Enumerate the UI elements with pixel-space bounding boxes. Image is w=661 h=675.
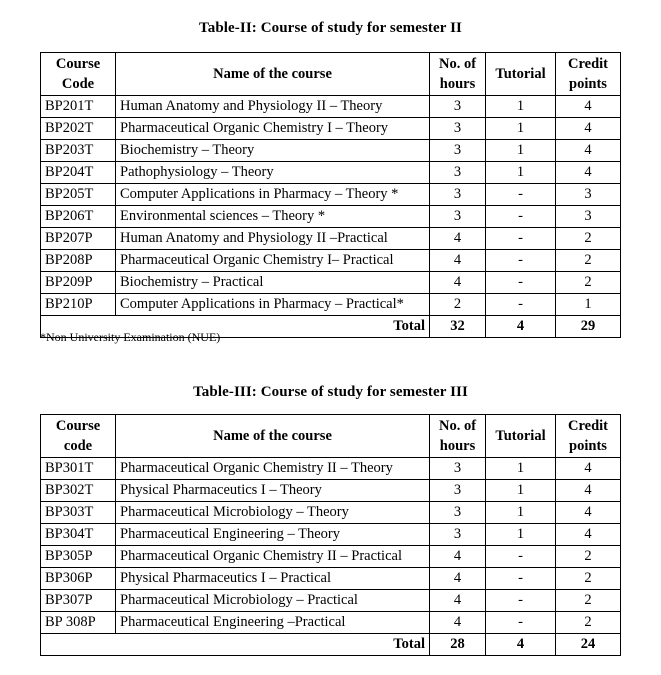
table-row: [41, 228, 621, 250]
table-row: [41, 250, 621, 272]
header-credit-line-2: points: [569, 438, 607, 454]
tutorial-cell: 1: [486, 480, 556, 502]
table-row: [41, 480, 621, 502]
course-code-cell: BP210P: [41, 294, 116, 316]
total-tutorial: 4: [486, 634, 556, 656]
course-code-cell: BP303T: [41, 502, 116, 524]
header-credit-line-1: Credit: [567, 418, 608, 434]
table-2-title: Table-II: Course of study for semester II: [199, 20, 462, 36]
header-hours-line-2: hours: [439, 438, 476, 454]
table-row: [41, 162, 621, 184]
hours-cell: 4: [430, 228, 486, 250]
tutorial-cell: -: [486, 568, 556, 590]
course-name-cell: Human Anatomy and Physiology II –Practical: [116, 228, 430, 250]
header-code-line-1: Course: [55, 56, 101, 72]
total-credit: 29: [556, 316, 621, 338]
total-label: Total: [41, 634, 430, 656]
credit-cell: 2: [556, 272, 621, 294]
footnote: *Non University Examination (NUE): [40, 330, 221, 344]
course-code-cell: BP304T: [41, 524, 116, 546]
header-credit-line-2: points: [569, 76, 607, 92]
course-code-cell: BP301T: [41, 458, 116, 480]
hours-cell: 3: [430, 96, 486, 118]
total-tutorial: 4: [486, 316, 556, 338]
credit-cell: 2: [556, 590, 621, 612]
table-row: [41, 524, 621, 546]
table-row: [41, 206, 621, 228]
table-header-row: [41, 415, 621, 458]
course-name-cell: Biochemistry – Practical: [116, 272, 430, 294]
tutorial-cell: -: [486, 272, 556, 294]
course-name-cell: Pharmaceutical Microbiology – Practical: [116, 590, 430, 612]
course-code-cell: BP302T: [41, 480, 116, 502]
course-code-cell: BP201T: [41, 96, 116, 118]
course-code-cell: BP203T: [41, 140, 116, 162]
course-name-cell: Pharmaceutical Organic Chemistry I– Practical: [116, 250, 430, 272]
hours-cell: 4: [430, 568, 486, 590]
credit-cell: 3: [556, 184, 621, 206]
credit-cell: 4: [556, 118, 621, 140]
course-code-cell: BP307P: [41, 590, 116, 612]
course-name-cell: Pharmaceutical Microbiology – Theory: [116, 502, 430, 524]
hours-cell: 4: [430, 590, 486, 612]
credit-cell: 4: [556, 458, 621, 480]
tutorial-cell: -: [486, 590, 556, 612]
credit-cell: 2: [556, 568, 621, 590]
tutorial-cell: -: [486, 228, 556, 250]
total-row: [41, 634, 621, 656]
table-row: [41, 294, 621, 316]
semester-2-course-table: [40, 52, 621, 338]
course-name-cell: Biochemistry – Theory: [116, 140, 430, 162]
hours-cell: 3: [430, 118, 486, 140]
table-row: [41, 568, 621, 590]
course-code-cell: BP209P: [41, 272, 116, 294]
credit-cell: 4: [556, 96, 621, 118]
table-row: [41, 272, 621, 294]
hours-cell: 4: [430, 546, 486, 568]
tutorial-cell: -: [486, 612, 556, 634]
course-name-cell: Physical Pharmaceutics I – Practical: [116, 568, 430, 590]
header-code-line-2: Code: [61, 76, 95, 92]
course-code-cell: BP207P: [41, 228, 116, 250]
course-name-cell: Computer Applications in Pharmacy – Practical*: [116, 294, 430, 316]
tutorial-cell: -: [486, 184, 556, 206]
table-row: [41, 590, 621, 612]
course-code-cell: BP306P: [41, 568, 116, 590]
header-course-code: [41, 53, 116, 96]
course-name-cell: Pharmaceutical Organic Chemistry II – Theory: [116, 458, 430, 480]
hours-cell: 4: [430, 250, 486, 272]
course-code-cell: BP206T: [41, 206, 116, 228]
header-code-line-2: code: [63, 438, 93, 454]
tutorial-cell: 1: [486, 502, 556, 524]
tutorial-cell: 1: [486, 140, 556, 162]
header-hours-line-1: No. of: [438, 418, 477, 434]
credit-cell: 4: [556, 480, 621, 502]
course-code-cell: BP 308P: [41, 612, 116, 634]
credit-cell: 2: [556, 250, 621, 272]
table-row: [41, 546, 621, 568]
credit-cell: 2: [556, 612, 621, 634]
tutorial-cell: -: [486, 206, 556, 228]
hours-cell: 3: [430, 524, 486, 546]
table-header-row: [41, 53, 621, 96]
header-course-code: [41, 415, 116, 458]
header-hours-line-2: hours: [439, 76, 476, 92]
total-label: Total: [41, 316, 430, 338]
header-code-line-1: Course: [55, 418, 101, 434]
course-code-cell: BP305P: [41, 546, 116, 568]
header-credit: [556, 53, 621, 96]
credit-cell: 3: [556, 206, 621, 228]
table-row: [41, 502, 621, 524]
total-hours: 28: [430, 634, 486, 656]
hours-cell: 3: [430, 206, 486, 228]
course-name-cell: Physical Pharmaceutics I – Theory: [116, 480, 430, 502]
header-hours: [430, 53, 486, 96]
table-row: [41, 184, 621, 206]
header-tutorial: Tutorial: [486, 415, 556, 458]
semester-3-course-table: [40, 414, 621, 656]
credit-cell: 1: [556, 294, 621, 316]
course-code-cell: BP204T: [41, 162, 116, 184]
table-3-title: Table-III: Course of study for semester III: [193, 384, 468, 400]
course-name-cell: Pharmaceutical Organic Chemistry II – Practical: [116, 546, 430, 568]
credit-cell: 2: [556, 546, 621, 568]
course-name-cell: Pharmaceutical Organic Chemistry I – Theory: [116, 118, 430, 140]
hours-cell: 4: [430, 272, 486, 294]
header-course-name: Name of the course: [116, 53, 430, 96]
header-credit-line-1: Credit: [567, 56, 608, 72]
tutorial-cell: 1: [486, 458, 556, 480]
tutorial-cell: -: [486, 294, 556, 316]
header-course-name: Name of the course: [116, 415, 430, 458]
course-name-cell: Human Anatomy and Physiology II – Theory: [116, 96, 430, 118]
tutorial-cell: -: [486, 546, 556, 568]
course-name-cell: Pathophysiology – Theory: [116, 162, 430, 184]
hours-cell: 3: [430, 480, 486, 502]
hours-cell: 4: [430, 612, 486, 634]
table-row: [41, 118, 621, 140]
hours-cell: 3: [430, 140, 486, 162]
tutorial-cell: 1: [486, 96, 556, 118]
table-row: [41, 140, 621, 162]
table-row: [41, 96, 621, 118]
credit-cell: 2: [556, 228, 621, 250]
credit-cell: 4: [556, 524, 621, 546]
hours-cell: 2: [430, 294, 486, 316]
course-code-cell: BP202T: [41, 118, 116, 140]
table-row: [41, 612, 621, 634]
tutorial-cell: 1: [486, 162, 556, 184]
hours-cell: 3: [430, 458, 486, 480]
hours-cell: 3: [430, 162, 486, 184]
header-credit: [556, 415, 621, 458]
table-row: [41, 458, 621, 480]
course-name-cell: Pharmaceutical Engineering –Practical: [116, 612, 430, 634]
course-name-cell: Computer Applications in Pharmacy – Theory *: [116, 184, 430, 206]
tutorial-cell: -: [486, 250, 556, 272]
credit-cell: 4: [556, 502, 621, 524]
credit-cell: 4: [556, 162, 621, 184]
course-name-cell: Environmental sciences – Theory *: [116, 206, 430, 228]
course-code-cell: BP205T: [41, 184, 116, 206]
header-tutorial: Tutorial: [486, 53, 556, 96]
course-name-cell: Pharmaceutical Engineering – Theory: [116, 524, 430, 546]
header-hours-line-1: No. of: [438, 56, 477, 72]
course-code-cell: BP208P: [41, 250, 116, 272]
total-credit: 24: [556, 634, 621, 656]
header-hours: [430, 415, 486, 458]
tutorial-cell: 1: [486, 118, 556, 140]
hours-cell: 3: [430, 184, 486, 206]
credit-cell: 4: [556, 140, 621, 162]
total-hours: 32: [430, 316, 486, 338]
tutorial-cell: 1: [486, 524, 556, 546]
hours-cell: 3: [430, 502, 486, 524]
